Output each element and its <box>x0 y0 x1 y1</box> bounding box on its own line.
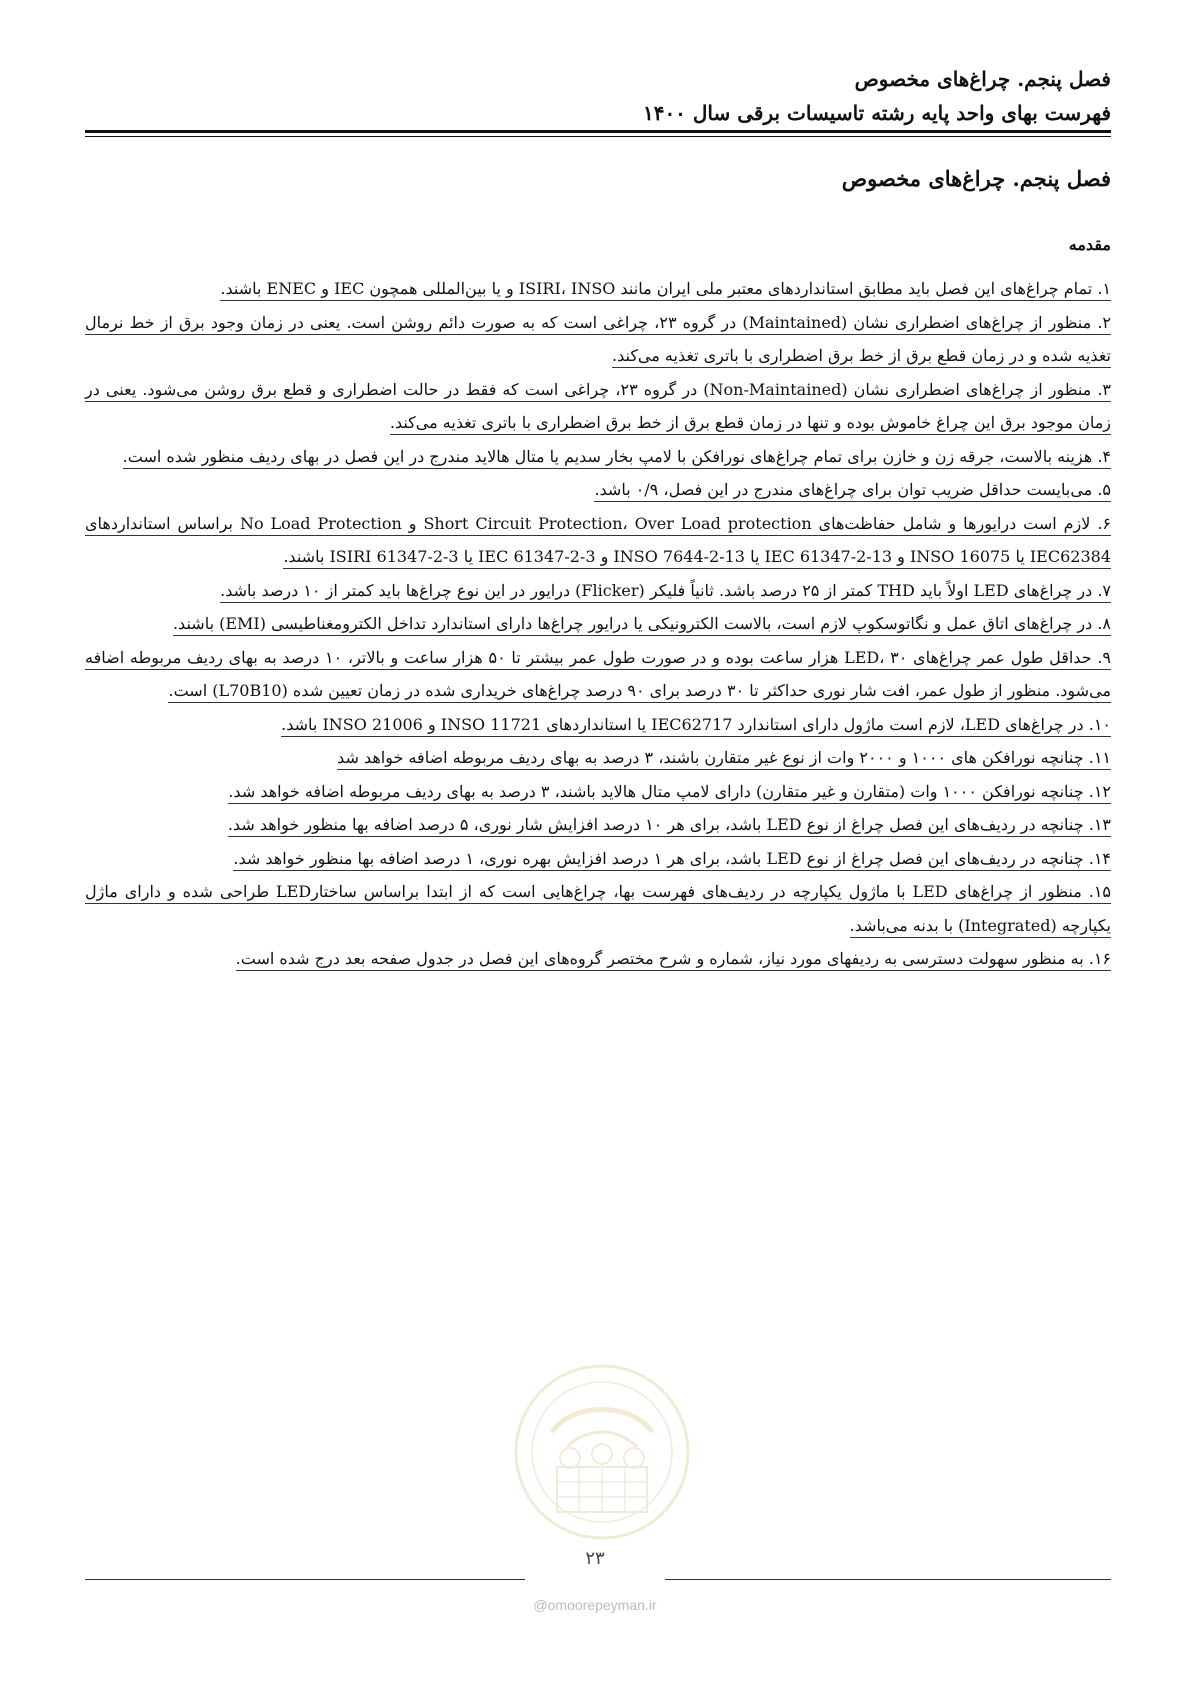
list-item-text: ۱. تمام چراغ‌های این فصل باید مطابق استانداردهای معتبر ملی ایران مانند ISIRI، INSO و یا بین‌المللی همچون IEC و ENEC باشند. <box>220 279 1111 301</box>
list-item <box>85 607 1111 641</box>
list-item <box>85 440 1111 474</box>
list-item <box>85 373 1111 440</box>
list-item <box>85 473 1111 507</box>
footer-website: @omoorepeyman.ir <box>533 1597 657 1613</box>
list-item <box>85 507 1111 574</box>
list-item-text: ۸. در چراغ‌های اتاق عمل و نگاتوسکوپ لازم است، بالاست الکترونیکی یا درایور چراغ‌ها دارای استاندارد تداخل الکترومغناطیسی (EMI) باشند. <box>173 614 1111 636</box>
list-item-text: ۱۵. منظور از چراغ‌های LED با ماژول یکپارچه در ردیف‌های فهرست بها، چراغ‌هایی است که از ابتدا براساس ساختارLED طراحی شده و دارای ماژل یکپارچه (Integrated) با بدنه می‌باشد. <box>85 882 1111 938</box>
header-chapter-title: فصل پنجم. چراغ‌های مخصوص <box>854 67 1111 91</box>
footer-rule-left <box>85 1579 525 1580</box>
footer-rule-right <box>665 1579 1111 1580</box>
header-rule-thin <box>85 136 1111 137</box>
list-item-text: ۷. در چراغ‌های LED اولاً باید THD کمتر از ۲۵ درصد باشد. ثانیاً فلیکر (Flicker) درایور در این نوع چراغ‌ها باید کمتر از ۱۰ درصد باشد. <box>220 581 1111 603</box>
list-item-text: ۳. منظور از چراغ‌های اضطراری نشان (Non-Maintained) در گروه ۲۳، چراغی است که فقط در حالت اضطراری و قطع برق روشن می‌شود. یعنی در زمان موجود برق این چراغ خاموش بوده و تنها در زمان قطع برق از خط برق اضطراری با باتری تغذیه می‌کند. <box>85 380 1111 436</box>
list-item <box>85 574 1111 608</box>
intro-heading: مقدمه <box>1068 235 1111 254</box>
list-item <box>85 775 1111 809</box>
list-item-text: ۱۶. به منظور سهولت دسترسی به ردیفهای مورد نیاز، شماره و شرح مختصر گروه‌های این فصل در جدول صفحه بعد درج شده است. <box>236 949 1111 971</box>
list-item-text: ۶. لازم است درایورها و شامل حفاظت‌های Short Circuit Protection، Over Load protection و No Load Protection براساس استانداردهای IEC62384 یا INSO 16075 و IEC 61347-2-13 یا INSO 7644-2-13 و IEC 61347-2-3 یا ISIRI 61347-2-3 باشند. <box>85 514 1111 570</box>
list-item <box>85 808 1111 842</box>
page-number: ۲۳ <box>585 1548 605 1569</box>
list-item <box>85 875 1111 942</box>
header-rule-thick <box>85 130 1111 133</box>
list-item-text: ۱۴. چنانچه در ردیف‌های این فصل چراغ از نوع LED باشد، برای هر ۱ درصد افزایش بهره نوری، ۱ درصد اضافه بها منظور خواهد شد. <box>233 849 1111 871</box>
list-item-text: ۱۳. چنانچه در ردیف‌های این فصل چراغ از نوع LED باشد، برای هر ۱۰ درصد افزایش شار نوری، ۵ درصد اضافه بها منظور خواهد شد. <box>228 815 1111 837</box>
header-book-title: فهرست بهای واحد پایه رشته تاسیسات برقی سال ۱۴۰۰ <box>642 101 1111 125</box>
list-item <box>85 708 1111 742</box>
list-item-text: ۱۲. چنانچه نورافکن ۱۰۰۰ وات (متقارن و غیر متقارن) دارای لامپ متال هالاید باشند، ۳ درصد به بهای ردیف مربوطه اضافه خواهد شد. <box>228 782 1111 804</box>
intro-list <box>85 272 1111 976</box>
page-header <box>85 62 1111 130</box>
list-item <box>85 272 1111 306</box>
list-item-text: ۱۰. در چراغ‌های LED، لازم است ماژول دارای استاندارد IEC62717 یا استانداردهای INSO 11721 و INSO 21006 باشد. <box>281 715 1111 737</box>
list-item-text: ۴. هزینه بالاست، جرقه زن و خازن برای تمام چراغ‌های نورافکن با لامپ بخار سدیم یا متال هالاید مندرج در این فصل در بهای ردیف منظور شده است. <box>123 447 1111 469</box>
list-item <box>85 641 1111 708</box>
omoorepeyman-logo-icon <box>512 1362 692 1542</box>
section-title: فصل پنجم. چراغ‌های مخصوص <box>841 166 1111 191</box>
list-item-text: ۲. منظور از چراغ‌های اضطراری نشان (Maintained) در گروه ۲۳، چراغی است که به صورت دائم روشن است. یعنی در زمان وجود برق از خط نرمال تغذیه شده و در زمان قطع برق از خط برق اضطراری با باتری تغذیه می‌کند. <box>85 313 1111 369</box>
list-item <box>85 942 1111 976</box>
list-item <box>85 306 1111 373</box>
list-item-text: ۹. حداقل طول عمر چراغ‌های LED، ۳۰ هزار ساعت بوده و در صورت طول عمر بیشتر تا ۵۰ هزار ساعت و بالاتر، ۱۰ درصد به بهای ردیف مربوطه اضافه می‌شود. منظور از طول عمر، افت شار نوری حداکثر تا ۳۰ درصد برای ۹۰ درصد چراغ‌های خریداری شده در زمان تعیین شده (L70B10) است. <box>85 648 1111 704</box>
list-item <box>85 741 1111 775</box>
list-item-text: ۵. می‌بایست حداقل ضریب توان برای چراغ‌های مندرج در این فصل، ۰/۹ باشد. <box>594 480 1111 502</box>
list-item-text: ۱۱. چنانچه نورافکن های ۱۰۰۰ و ۲۰۰۰ وات از نوع غیر متقارن باشند، ۳ درصد به بهای ردیف مربوطه اضافه خواهد شد <box>337 748 1111 770</box>
list-item <box>85 842 1111 876</box>
